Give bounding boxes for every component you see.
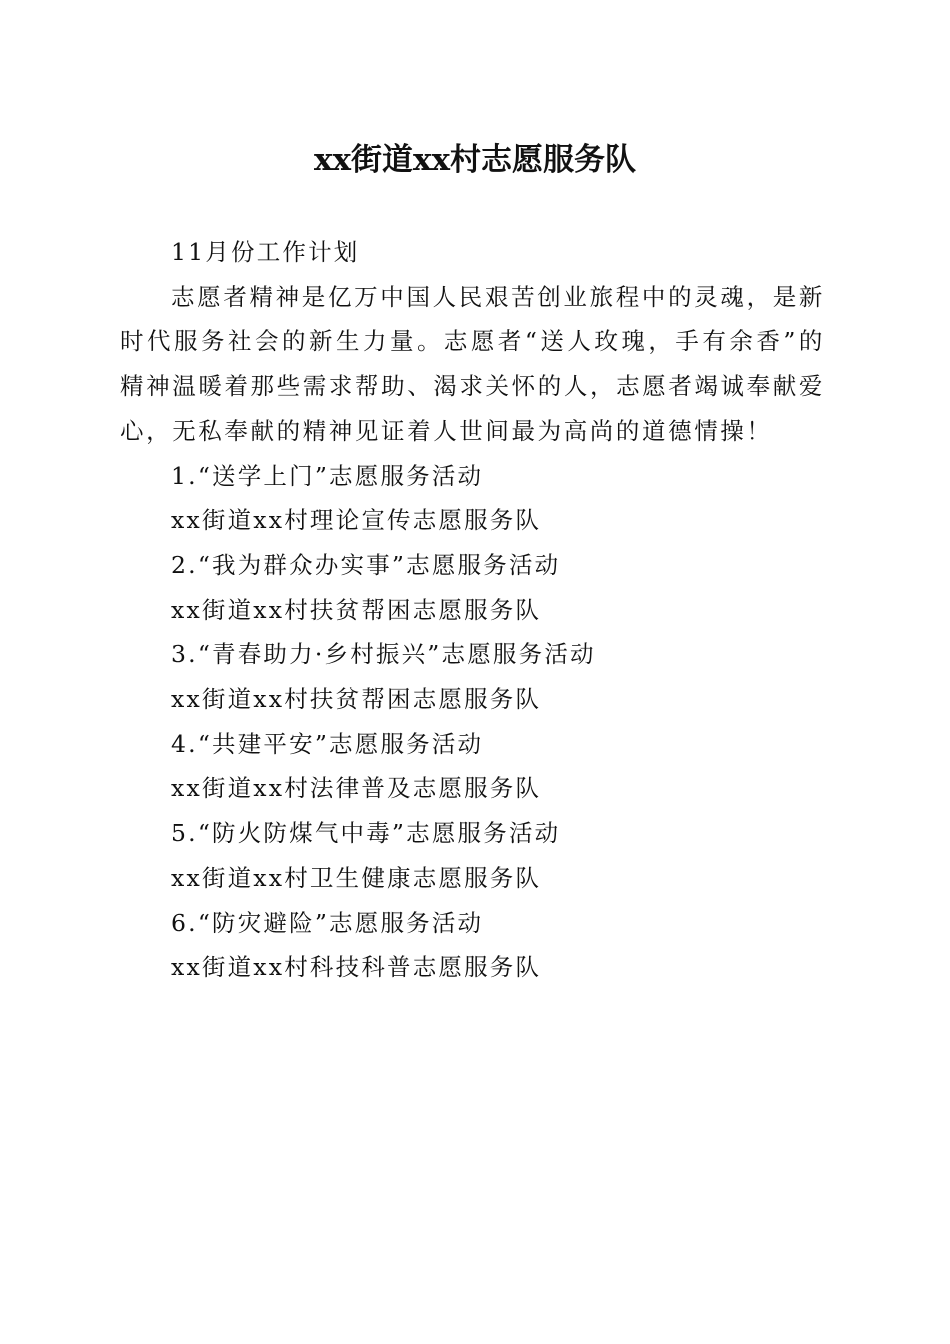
activity-item: 4.“共建平安”志愿服务活动 xyxy=(171,729,484,758)
team-item: xx街道xx村卫生健康志愿服务队 xyxy=(171,863,542,892)
activity-item: 3.“青春助力·乡村振兴”志愿服务活动 xyxy=(171,640,596,669)
team-item: xx街道xx村科技科普志愿服务队 xyxy=(171,953,542,982)
team-item: xx街道xx村理论宣传志愿服务队 xyxy=(171,506,542,535)
activity-item: 2.“我为群众办实事”志愿服务活动 xyxy=(171,550,561,579)
team-item: xx街道xx村法律普及志愿服务队 xyxy=(171,774,542,803)
document-title: xx街道xx村志愿服务队 xyxy=(314,142,636,178)
plan-subtitle: 11月份工作计划 xyxy=(171,238,360,266)
team-item: xx街道xx村扶贫帮困志愿服务队 xyxy=(171,595,542,624)
document-body xyxy=(120,230,825,990)
activity-item: 5.“防火防煤气中毒”志愿服务活动 xyxy=(171,819,561,848)
activity-item: 6.“防灾避险”志愿服务活动 xyxy=(171,908,484,937)
intro-paragraph: 志愿者精神是亿万中国人民艰苦创业旅程中的灵魂，是新时代服务社会的新生力量。志愿者“送人玫瑰，手有余香”的精神温暖着那些需求帮助、渴求关怀的人，志愿者竭诚奉献爱心，无私奉献的精神见证着人世间最为高尚的道德情操！ xyxy=(120,282,825,445)
activity-item: 1.“送学上门”志愿服务活动 xyxy=(171,461,484,490)
team-item: xx街道xx村扶贫帮困志愿服务队 xyxy=(171,685,542,714)
